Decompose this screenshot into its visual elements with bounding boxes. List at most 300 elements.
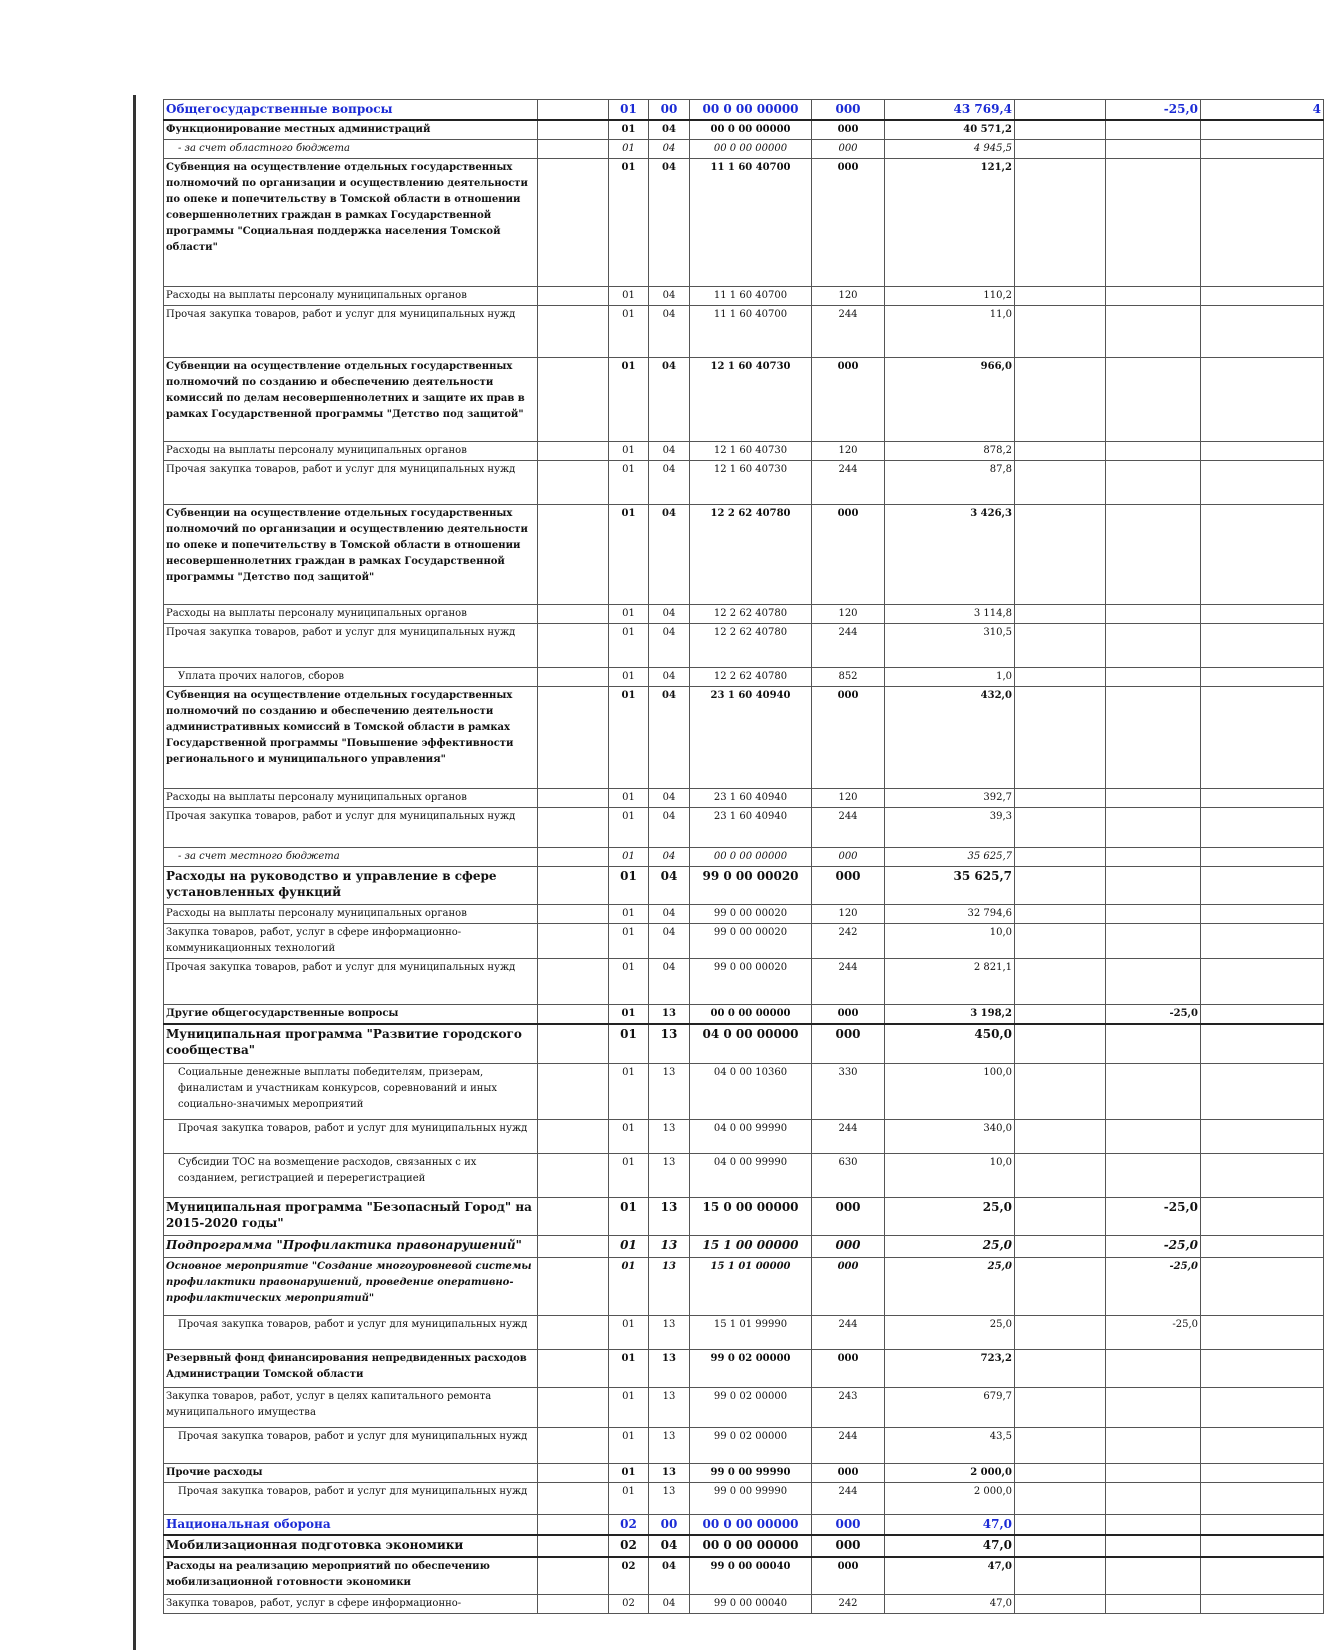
row-expense-type: 120 — [812, 286, 885, 305]
row-amount: 450,0 — [885, 1024, 1015, 1064]
row-subsection: 13 — [649, 1064, 690, 1120]
row-amount: 47,0 — [885, 1595, 1015, 1614]
row-result — [1201, 788, 1324, 807]
row-empty-cell — [1015, 357, 1106, 441]
row-expense-type: 000 — [812, 847, 885, 866]
row-empty-cell — [1015, 667, 1106, 686]
row-amount: 2 821,1 — [885, 958, 1015, 1004]
row-subsection: 04 — [649, 604, 690, 623]
row-amount: 4 945,5 — [885, 139, 1015, 158]
row-change — [1106, 1350, 1201, 1388]
row-target-code: 23 1 60 40940 — [690, 686, 812, 788]
row-subsection: 04 — [649, 460, 690, 504]
row-subsection: 04 — [649, 286, 690, 305]
row-change — [1106, 1557, 1201, 1595]
row-expense-type: 244 — [812, 1483, 885, 1515]
row-empty-cell — [1015, 1428, 1106, 1464]
row-result — [1201, 120, 1324, 140]
row-empty-cell — [538, 623, 609, 667]
row-empty-cell — [538, 1515, 609, 1535]
row-change — [1106, 1024, 1201, 1064]
table-row — [164, 1557, 1324, 1595]
row-amount: 87,8 — [885, 460, 1015, 504]
row-subsection: 04 — [649, 441, 690, 460]
row-subsection: 13 — [649, 1004, 690, 1024]
row-result — [1201, 1236, 1324, 1258]
row-change — [1106, 1595, 1201, 1614]
table-row — [164, 847, 1324, 866]
row-result — [1201, 460, 1324, 504]
row-empty-cell — [1015, 866, 1106, 904]
row-target-code: 99 0 02 00000 — [690, 1428, 812, 1464]
row-subsection: 04 — [649, 120, 690, 140]
row-subsection: 04 — [649, 958, 690, 1004]
row-change — [1106, 923, 1201, 958]
table-row — [164, 504, 1324, 604]
row-section: 01 — [609, 1428, 649, 1464]
row-name: Национальная оборона — [164, 1515, 538, 1535]
row-target-code: 99 0 02 00000 — [690, 1388, 812, 1428]
row-change: -25,0 — [1106, 1316, 1201, 1350]
row-result — [1201, 1064, 1324, 1120]
row-name: - за счет областного бюджета — [164, 139, 538, 158]
row-target-code: 00 0 00 00000 — [690, 847, 812, 866]
row-expense-type: 630 — [812, 1154, 885, 1198]
row-empty-cell — [538, 1120, 609, 1154]
row-empty-cell — [1015, 158, 1106, 286]
row-expense-type: 000 — [812, 686, 885, 788]
row-change: -25,0 — [1106, 1198, 1201, 1236]
row-amount: 10,0 — [885, 1154, 1015, 1198]
row-expense-type: 243 — [812, 1388, 885, 1428]
row-expense-type: 000 — [812, 1198, 885, 1236]
row-result — [1201, 1428, 1324, 1464]
row-target-code: 99 0 00 99990 — [690, 1483, 812, 1515]
row-change — [1106, 847, 1201, 866]
row-empty-cell — [538, 1428, 609, 1464]
row-result — [1201, 1120, 1324, 1154]
row-empty-cell — [538, 286, 609, 305]
row-result — [1201, 866, 1324, 904]
row-change: -25,0 — [1106, 1004, 1201, 1024]
row-target-code: 00 0 00 00000 — [690, 1515, 812, 1535]
row-section: 01 — [609, 1258, 649, 1316]
row-result — [1201, 286, 1324, 305]
row-name: Прочая закупка товаров, работ и услуг для муниципальных нужд — [164, 958, 538, 1004]
row-section: 01 — [609, 158, 649, 286]
row-result — [1201, 1004, 1324, 1024]
row-result — [1201, 623, 1324, 667]
row-empty-cell — [1015, 1350, 1106, 1388]
row-section: 01 — [609, 604, 649, 623]
row-name: Прочая закупка товаров, работ и услуг для муниципальных нужд — [164, 1428, 538, 1464]
row-expense-type: 000 — [812, 1464, 885, 1483]
row-target-code: 99 0 00 00040 — [690, 1557, 812, 1595]
row-expense-type: 244 — [812, 1120, 885, 1154]
table-row — [164, 1515, 1324, 1535]
row-subsection: 13 — [649, 1483, 690, 1515]
row-expense-type: 000 — [812, 1515, 885, 1535]
budget-table — [163, 99, 1324, 1614]
row-name: Прочие расходы — [164, 1464, 538, 1483]
table-row — [164, 1024, 1324, 1064]
row-empty-cell — [538, 120, 609, 140]
row-section: 01 — [609, 847, 649, 866]
row-change — [1106, 623, 1201, 667]
row-empty-cell — [538, 1316, 609, 1350]
row-result — [1201, 604, 1324, 623]
row-expense-type: 000 — [812, 1236, 885, 1258]
row-empty-cell — [538, 604, 609, 623]
row-empty-cell — [1015, 1064, 1106, 1120]
row-target-code: 00 0 00 00000 — [690, 139, 812, 158]
row-amount: 43 769,4 — [885, 100, 1015, 120]
row-empty-cell — [1015, 286, 1106, 305]
row-result — [1201, 1464, 1324, 1483]
row-subsection: 13 — [649, 1316, 690, 1350]
row-amount: 121,2 — [885, 158, 1015, 286]
row-subsection: 04 — [649, 866, 690, 904]
row-result — [1201, 1350, 1324, 1388]
row-amount: 39,3 — [885, 807, 1015, 847]
row-amount: 340,0 — [885, 1120, 1015, 1154]
row-empty-cell — [1015, 305, 1106, 357]
row-empty-cell — [1015, 623, 1106, 667]
row-change — [1106, 1515, 1201, 1535]
row-empty-cell — [538, 1024, 609, 1064]
row-name: Расходы на выплаты персоналу муниципальных органов — [164, 286, 538, 305]
row-result — [1201, 1198, 1324, 1236]
row-amount: 43,5 — [885, 1428, 1015, 1464]
row-empty-cell — [538, 686, 609, 788]
row-subsection: 13 — [649, 1428, 690, 1464]
row-empty-cell — [538, 158, 609, 286]
row-result — [1201, 1388, 1324, 1428]
row-target-code: 15 1 01 00000 — [690, 1258, 812, 1316]
row-expense-type: 244 — [812, 807, 885, 847]
row-name: Расходы на выплаты персоналу муниципальных органов — [164, 904, 538, 923]
table-row — [164, 1120, 1324, 1154]
row-section: 01 — [609, 958, 649, 1004]
row-result — [1201, 1515, 1324, 1535]
row-section: 01 — [609, 504, 649, 604]
row-name: Субсидии ТОС на возмещение расходов, связанных с их созданием, регистрацией и перерегистрацией — [164, 1154, 538, 1198]
row-subsection: 04 — [649, 667, 690, 686]
row-empty-cell — [538, 847, 609, 866]
row-section: 01 — [609, 1004, 649, 1024]
row-change — [1106, 1388, 1201, 1428]
row-change — [1106, 158, 1201, 286]
row-empty-cell — [1015, 1515, 1106, 1535]
row-empty-cell — [1015, 504, 1106, 604]
row-expense-type: 000 — [812, 357, 885, 441]
row-empty-cell — [538, 1595, 609, 1614]
row-expense-type: 000 — [812, 139, 885, 158]
row-name: Субвенции на осуществление отдельных государственных полномочий по созданию и обеспечению деятельности комиссий по делам несовершеннолетних и защите их прав в рамках Государственной программы "Детство под защитой" — [164, 357, 538, 441]
row-target-code: 12 1 60 40730 — [690, 441, 812, 460]
row-section: 01 — [609, 1236, 649, 1258]
row-section: 01 — [609, 623, 649, 667]
table-row — [164, 1004, 1324, 1024]
row-result — [1201, 1258, 1324, 1316]
row-target-code: 04 0 00 99990 — [690, 1120, 812, 1154]
row-amount: 10,0 — [885, 923, 1015, 958]
row-section: 01 — [609, 441, 649, 460]
row-change — [1106, 788, 1201, 807]
row-target-code: 11 1 60 40700 — [690, 158, 812, 286]
row-section: 01 — [609, 120, 649, 140]
row-result — [1201, 847, 1324, 866]
table-row — [164, 958, 1324, 1004]
row-subsection: 04 — [649, 139, 690, 158]
row-empty-cell — [1015, 807, 1106, 847]
row-name: Прочая закупка товаров, работ и услуг для муниципальных нужд — [164, 807, 538, 847]
row-result — [1201, 1595, 1324, 1614]
row-name: Закупка товаров, работ, услуг в сфере информационно-коммуникационных технологий — [164, 923, 538, 958]
row-section: 01 — [609, 357, 649, 441]
row-change — [1106, 1483, 1201, 1515]
row-subsection: 04 — [649, 357, 690, 441]
row-empty-cell — [1015, 1595, 1106, 1614]
row-amount: 3 426,3 — [885, 504, 1015, 604]
row-expense-type: 244 — [812, 958, 885, 1004]
row-subsection: 04 — [649, 1535, 690, 1557]
row-change — [1106, 286, 1201, 305]
row-amount: 679,7 — [885, 1388, 1015, 1428]
row-target-code: 23 1 60 40940 — [690, 807, 812, 847]
row-section: 01 — [609, 1350, 649, 1388]
row-result — [1201, 1557, 1324, 1595]
row-result — [1201, 1154, 1324, 1198]
row-amount: 310,5 — [885, 623, 1015, 667]
row-amount: 1,0 — [885, 667, 1015, 686]
row-change — [1106, 139, 1201, 158]
row-amount: 35 625,7 — [885, 866, 1015, 904]
row-expense-type: 000 — [812, 1258, 885, 1316]
row-change — [1106, 1064, 1201, 1120]
row-empty-cell — [538, 1064, 609, 1120]
table-row — [164, 460, 1324, 504]
row-result — [1201, 667, 1324, 686]
row-amount: 392,7 — [885, 788, 1015, 807]
row-section: 01 — [609, 139, 649, 158]
row-target-code: 99 0 00 00020 — [690, 923, 812, 958]
row-expense-type: 242 — [812, 923, 885, 958]
row-section: 01 — [609, 460, 649, 504]
row-expense-type: 000 — [812, 1350, 885, 1388]
row-empty-cell — [538, 1198, 609, 1236]
row-name: Мобилизационная подготовка экономики — [164, 1535, 538, 1557]
row-empty-cell — [538, 1236, 609, 1258]
row-amount: 432,0 — [885, 686, 1015, 788]
row-amount: 25,0 — [885, 1316, 1015, 1350]
row-target-code: 12 2 62 40780 — [690, 623, 812, 667]
row-change — [1106, 686, 1201, 788]
row-change — [1106, 807, 1201, 847]
row-amount: 723,2 — [885, 1350, 1015, 1388]
row-amount: 25,0 — [885, 1258, 1015, 1316]
row-amount: 32 794,6 — [885, 904, 1015, 923]
table-row — [164, 305, 1324, 357]
row-subsection: 04 — [649, 807, 690, 847]
row-name: Расходы на выплаты персоналу муниципальных органов — [164, 788, 538, 807]
row-section: 01 — [609, 1120, 649, 1154]
row-subsection: 04 — [649, 788, 690, 807]
row-empty-cell — [1015, 1388, 1106, 1428]
table-row — [164, 158, 1324, 286]
table-row — [164, 1258, 1324, 1316]
row-section: 01 — [609, 667, 649, 686]
row-name: Закупка товаров, работ, услуг в сфере информационно- — [164, 1595, 538, 1614]
row-target-code: 23 1 60 40940 — [690, 788, 812, 807]
row-expense-type: 244 — [812, 460, 885, 504]
budget-table-body — [164, 100, 1324, 1614]
row-expense-type: 244 — [812, 1316, 885, 1350]
row-change — [1106, 667, 1201, 686]
row-empty-cell — [538, 1388, 609, 1428]
row-result — [1201, 357, 1324, 441]
table-row — [164, 357, 1324, 441]
row-empty-cell — [1015, 1198, 1106, 1236]
row-subsection: 04 — [649, 923, 690, 958]
row-section: 02 — [609, 1557, 649, 1595]
row-subsection: 04 — [649, 847, 690, 866]
row-target-code: 12 2 62 40780 — [690, 667, 812, 686]
row-empty-cell — [538, 1154, 609, 1198]
row-empty-cell — [1015, 100, 1106, 120]
row-section: 01 — [609, 923, 649, 958]
row-expense-type: 000 — [812, 1557, 885, 1595]
row-result — [1201, 305, 1324, 357]
row-empty-cell — [1015, 686, 1106, 788]
row-change — [1106, 904, 1201, 923]
row-expense-type: 244 — [812, 1428, 885, 1464]
row-change — [1106, 441, 1201, 460]
row-change: -25,0 — [1106, 1258, 1201, 1316]
row-name: Расходы на реализацию мероприятий по обеспечению мобилизационной готовности экономики — [164, 1557, 538, 1595]
row-empty-cell — [538, 1535, 609, 1557]
row-empty-cell — [538, 1483, 609, 1515]
row-subsection: 00 — [649, 1515, 690, 1535]
row-result — [1201, 807, 1324, 847]
row-subsection: 04 — [649, 1595, 690, 1614]
row-empty-cell — [538, 357, 609, 441]
row-amount: 3 198,2 — [885, 1004, 1015, 1024]
table-row — [164, 1350, 1324, 1388]
row-empty-cell — [538, 807, 609, 847]
table-row — [164, 788, 1324, 807]
table-row — [164, 686, 1324, 788]
row-change — [1106, 1120, 1201, 1154]
row-expense-type: 120 — [812, 441, 885, 460]
row-result — [1201, 504, 1324, 604]
row-amount: 878,2 — [885, 441, 1015, 460]
table-row — [164, 904, 1324, 923]
row-change — [1106, 305, 1201, 357]
row-empty-cell — [538, 139, 609, 158]
row-empty-cell — [1015, 1236, 1106, 1258]
row-subsection: 04 — [649, 305, 690, 357]
row-amount: 3 114,8 — [885, 604, 1015, 623]
row-empty-cell — [538, 667, 609, 686]
row-empty-cell — [538, 100, 609, 120]
row-name: Социальные денежные выплаты победителям, призерам, финалистам и участникам конкурсов, соревнований и иных социально-значимых мероприятий — [164, 1064, 538, 1120]
row-target-code: 04 0 00 99990 — [690, 1154, 812, 1198]
table-row — [164, 1595, 1324, 1614]
table-row — [164, 441, 1324, 460]
row-name: Муниципальная программа "Безопасный Город" на 2015-2020 годы" — [164, 1198, 538, 1236]
row-target-code: 99 0 00 00040 — [690, 1595, 812, 1614]
row-section: 02 — [609, 1515, 649, 1535]
row-section: 01 — [609, 807, 649, 847]
row-result — [1201, 139, 1324, 158]
row-empty-cell — [1015, 460, 1106, 504]
row-target-code: 12 2 62 40780 — [690, 604, 812, 623]
table-row — [164, 1464, 1324, 1483]
row-expense-type: 244 — [812, 623, 885, 667]
table-row — [164, 1483, 1324, 1515]
row-empty-cell — [538, 1350, 609, 1388]
row-subsection: 13 — [649, 1024, 690, 1064]
row-change — [1106, 604, 1201, 623]
row-target-code: 12 2 62 40780 — [690, 504, 812, 604]
row-expense-type: 000 — [812, 120, 885, 140]
row-empty-cell — [1015, 1557, 1106, 1595]
row-empty-cell — [538, 441, 609, 460]
row-subsection: 13 — [649, 1350, 690, 1388]
row-subsection: 13 — [649, 1236, 690, 1258]
row-section: 01 — [609, 1154, 649, 1198]
row-amount: 11,0 — [885, 305, 1015, 357]
row-result — [1201, 441, 1324, 460]
page-left-border — [133, 95, 136, 1650]
row-target-code: 00 0 00 00000 — [690, 1535, 812, 1557]
row-change — [1106, 120, 1201, 140]
row-expense-type: 242 — [812, 1595, 885, 1614]
row-change — [1106, 1535, 1201, 1557]
row-empty-cell — [1015, 1535, 1106, 1557]
row-empty-cell — [538, 1464, 609, 1483]
row-empty-cell — [1015, 1024, 1106, 1064]
row-target-code: 15 1 01 99990 — [690, 1316, 812, 1350]
row-empty-cell — [1015, 1316, 1106, 1350]
row-result — [1201, 958, 1324, 1004]
row-empty-cell — [538, 460, 609, 504]
table-row — [164, 1154, 1324, 1198]
row-expense-type: 000 — [812, 1004, 885, 1024]
table-row — [164, 1388, 1324, 1428]
row-result: 4 — [1201, 100, 1324, 120]
row-target-code: 00 0 00 00000 — [690, 100, 812, 120]
row-amount: 40 571,2 — [885, 120, 1015, 140]
row-result — [1201, 1024, 1324, 1064]
row-subsection: 04 — [649, 686, 690, 788]
row-name: Прочая закупка товаров, работ и услуг для муниципальных нужд — [164, 1316, 538, 1350]
row-expense-type: 000 — [812, 158, 885, 286]
row-expense-type: 000 — [812, 504, 885, 604]
row-name: Расходы на выплаты персоналу муниципальных органов — [164, 441, 538, 460]
row-section: 01 — [609, 1024, 649, 1064]
row-amount: 2 000,0 — [885, 1483, 1015, 1515]
row-result — [1201, 1483, 1324, 1515]
table-row — [164, 139, 1324, 158]
row-name: Муниципальная программа "Развитие городского сообщества" — [164, 1024, 538, 1064]
table-row — [164, 120, 1324, 140]
row-target-code: 12 1 60 40730 — [690, 460, 812, 504]
row-section: 01 — [609, 1483, 649, 1515]
row-target-code: 15 1 00 00000 — [690, 1236, 812, 1258]
row-name: Расходы на выплаты персоналу муниципальных органов — [164, 604, 538, 623]
